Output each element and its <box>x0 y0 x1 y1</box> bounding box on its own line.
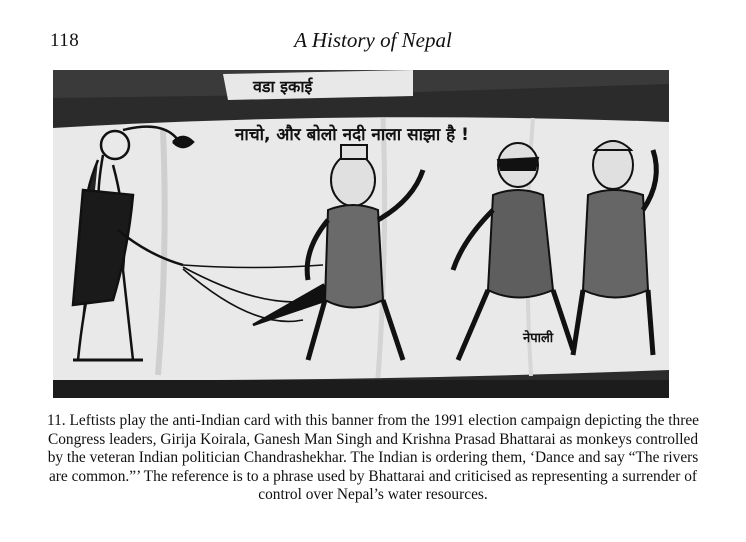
monkey-tag-text: नेपाली <box>523 331 554 346</box>
figure-caption: 11. Leftists play the anti-Indian card with this banner from the 1991 election campaign depicting the three Congress leaders, Girija Koirala, Ganesh Man Singh and Krishna Prasad Bhattarai as monkeys controlled by the veteran Indian politician Chandrashekhar. The Indian is ordering them, ‘Dance and say “The rivers are common.”’ The reference is to a phrase used by Bhattarai and criticised as representing a surrender of control over Nepal’s water resources. <box>46 412 700 504</box>
banner-photograph <box>53 70 669 398</box>
running-title: A History of Nepal <box>294 28 452 52</box>
speech-bubble-line: नाचो, और बोलो नदी नाला साझा है ! <box>235 125 469 145</box>
page-number: 118 <box>50 30 80 51</box>
speech-bubble-text <box>234 124 469 145</box>
banner-top-strip <box>223 70 413 100</box>
banner-top-text: वडा इकाई <box>253 77 313 96</box>
